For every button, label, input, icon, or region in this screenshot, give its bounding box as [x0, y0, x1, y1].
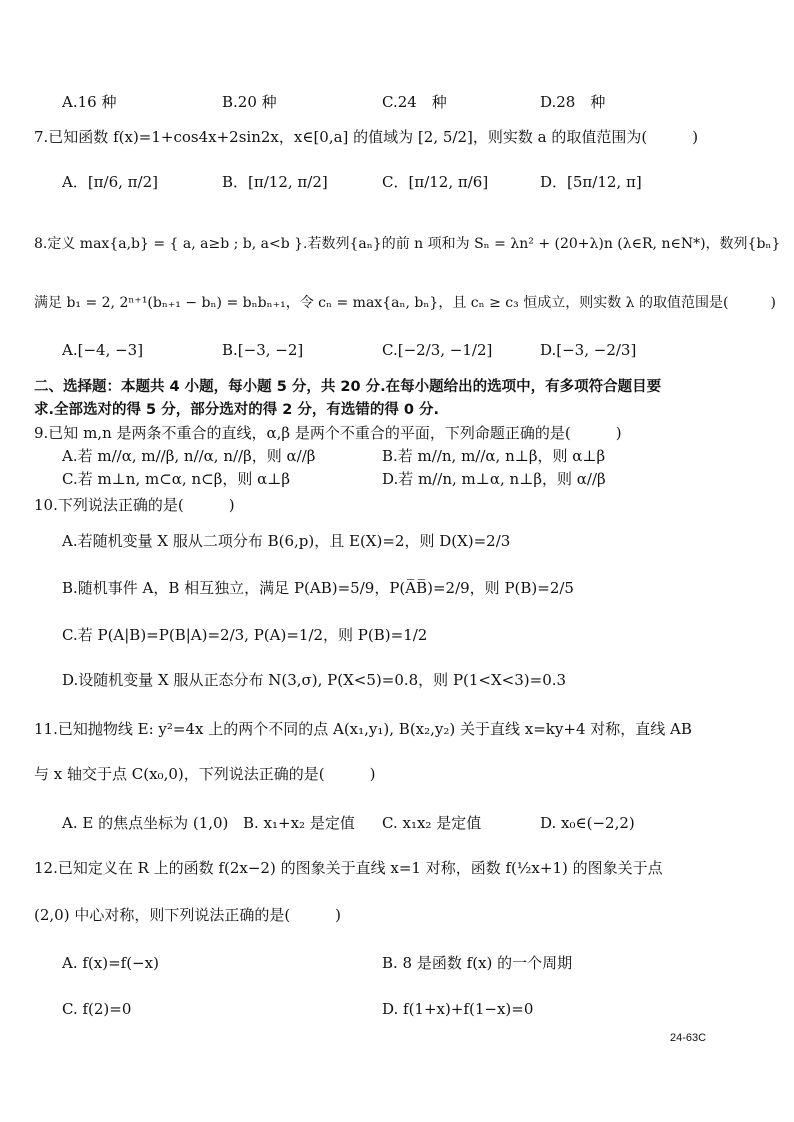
q8-stem-line-2: 满足 b₁ = 2, 2ⁿ⁺¹(bₙ₊₁ − bₙ) = bₙbₙ₊₁，令 cₙ = max{aₙ, bₙ}，且 cₙ ≥ c₃ 恒成立，则实数 λ 的取值范围是( ) [34, 295, 776, 311]
q11-stem-line-2: 与 x 轴交于点 C(x₀,0)，下列说法正确的是( ) [34, 765, 376, 783]
q8-option-a: A.[−4, −3] [62, 341, 144, 359]
q8-option-b: B.[−3, −2] [222, 341, 304, 359]
q6-option-c: C.24 种 [382, 93, 447, 111]
q12-option-d: D. f(1+x)+f(1−x)=0 [382, 1000, 534, 1018]
q10-option-d: D.设随机变量 X 服从正态分布 N(3,σ), P(X<5)=0.8，则 P(1<X<3)=0.3 [62, 671, 567, 689]
q7-option-c: C．[π/12, π/6] [382, 173, 489, 191]
q11-option-b: B. x₁+x₂ 是定值 [243, 814, 355, 832]
q7-option-a: A．[π/6, π/2] [62, 173, 158, 191]
q9-option-a: A.若 m//α, m//β, n//α, n//β，则 α//β [62, 447, 316, 465]
q9-option-c: C.若 m⊥n, m⊂α, n⊂β，则 α⊥β [62, 470, 291, 488]
q12-stem-line-1: 12.已知定义在 R 上的函数 f(2x−2) 的图象关于直线 x=1 对称，函数 f(½x+1) 的图象关于点 [34, 859, 663, 877]
q6-option-a: A.16 种 [62, 93, 117, 111]
page-code: 24-63C [670, 1032, 707, 1044]
q8-stem-line-1: 8.定义 max{a,b} = { a, a≥b ; b, a<b }.若数列{aₙ}的前 n 项和为 Sₙ = λn² + (20+λ)n (λ∈R, n∈N*)，数列{bₙ} [34, 236, 781, 252]
q11-option-a: A. E 的焦点坐标为 (1,0) [62, 814, 229, 832]
q12-option-a: A. f(x)=f(−x) [62, 954, 159, 972]
q10-stem: 10.下列说法正确的是( ) [34, 496, 235, 514]
q8-option-c: C.[−2/3, −1/2] [382, 341, 493, 359]
section-2-header-line-1: 二、选择题：本题共 4 小题，每小题 5 分，共 20 分.在每小题给出的选项中，有多项符合题目要 [34, 379, 662, 395]
q9-option-d: D.若 m//n, m⊥α, n⊥β，则 α//β [382, 470, 606, 488]
q11-option-d: D. x₀∈(−2,2) [540, 814, 635, 832]
q6-option-d: D.28 种 [540, 93, 606, 111]
q12-stem-line-2: (2,0) 中心对称，则下列说法正确的是( ) [34, 906, 342, 924]
q7-stem: 7.已知函数 f(x)=1+cos4x+2sin2x，x∈[0,a] 的值域为 [2, 5/2]，则实数 a 的取值范围为( ) [34, 128, 699, 146]
q7-option-b: B．[π/12, π/2] [222, 173, 328, 191]
q9-option-b: B.若 m//n, m//α, n⊥β，则 α⊥β [382, 447, 606, 465]
q12-option-b: B. 8 是函数 f(x) 的一个周期 [382, 954, 573, 972]
q12-option-c: C. f(2)=0 [62, 1000, 132, 1018]
q8-option-d: D.[−3, −2/3] [540, 341, 637, 359]
section-2-header-line-2: 求.全部选对的得 5 分，部分选对的得 2 分，有选错的得 0 分. [34, 402, 440, 418]
q10-option-c: C.若 P(A|B)=P(B|A)=2/3, P(A)=1/2，则 P(B)=1/2 [62, 626, 428, 644]
q9-stem: 9.已知 m,n 是两条不重合的直线，α,β 是两个不重合的平面，下列命题正确的是( ) [34, 424, 622, 442]
q11-option-c: C. x₁x₂ 是定值 [382, 814, 482, 832]
q7-option-d: D．[5π/12, π] [540, 173, 642, 191]
q10-option-a: A.若随机变量 X 服从二项分布 B(6,p)，且 E(X)=2，则 D(X)=2/3 [62, 532, 511, 550]
q6-option-b: B.20 种 [222, 93, 277, 111]
q10-option-b: B.随机事件 A，B 相互独立，满足 P(AB)=5/9，P(A̅B̅)=2/9，则 P(B)=2/5 [62, 579, 574, 597]
q11-stem-line-1: 11.已知抛物线 E: y²=4x 上的两个不同的点 A(x₁,y₁), B(x₂,y₂) 关于直线 x=ky+4 对称，直线 AB [34, 720, 692, 738]
